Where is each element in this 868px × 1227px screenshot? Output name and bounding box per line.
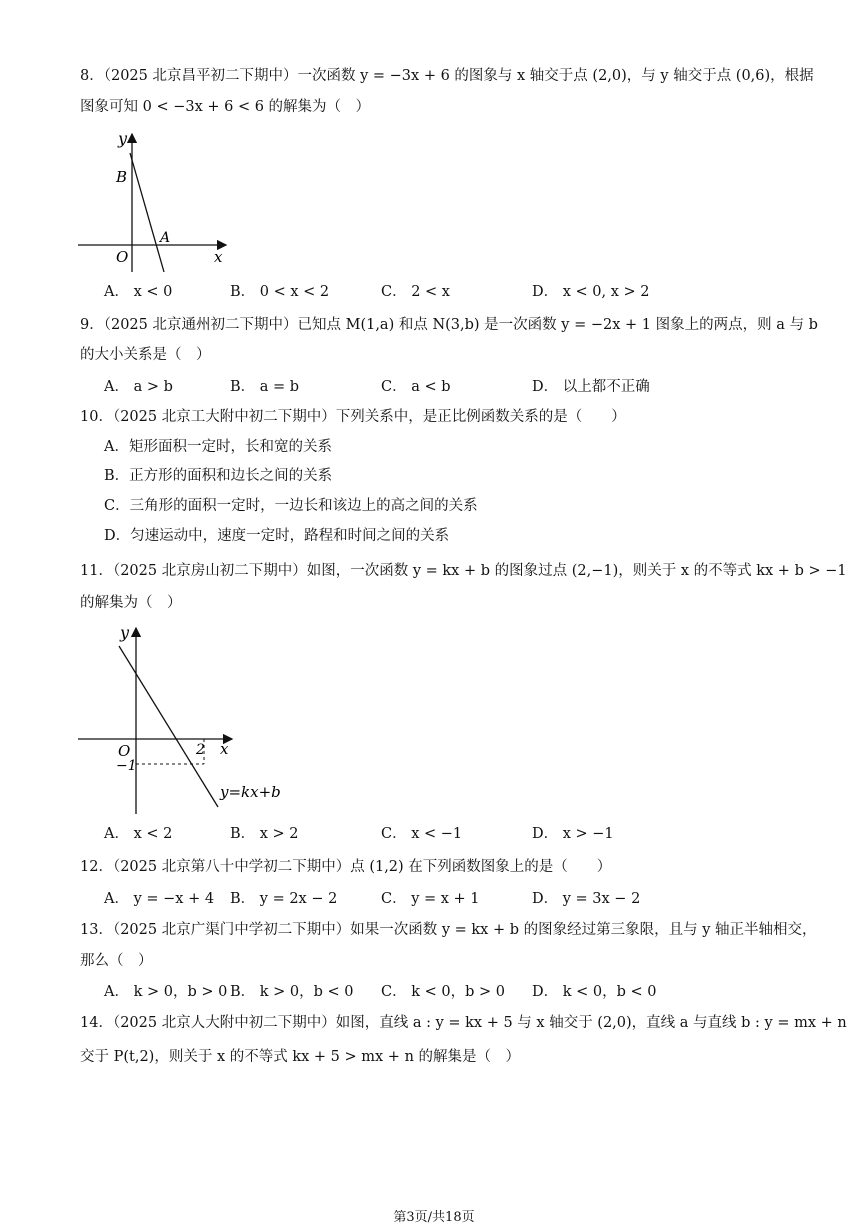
q11-label-minus1: −1	[116, 758, 137, 774]
q12-option-d[interactable]: D． y = 3x − 2	[532, 891, 641, 907]
q13-stem-line2: 那么（ ）	[80, 953, 153, 969]
q11-stem-line1: 11．（2025 北京房山初二下期中）如图，一次函数 y = kx + b 的图象过点 (2,−1)，则关于 x 的不等式 kx + b > −1	[80, 563, 847, 579]
q14-stem-line2: 交于 P(t,2)，则关于 x 的不等式 kx + 5 > mx + n 的解集是（ ）	[80, 1049, 521, 1065]
q10-option-b[interactable]: B．正方形的面积和边长之间的关系	[104, 468, 333, 484]
q13-option-a[interactable]: A． k > 0，b > 0	[104, 984, 228, 1000]
q10-option-c[interactable]: C．三角形的面积一定时，一边长和该边上的高之间的关系	[104, 498, 478, 514]
q11-stem-line2: 的解集为（ ）	[80, 595, 182, 611]
q8-option-d[interactable]: D． x < 0, x > 2	[532, 284, 650, 300]
q12-option-a[interactable]: A． y = −x + 4	[104, 891, 215, 907]
q9-option-b[interactable]: B． a = b	[230, 379, 300, 395]
q9-stem-line1: 9．（2025 北京通州初二下期中）已知点 M(1,a) 和点 N(3,b) 是一次函数 y = −2x + 1 图象上的两点，则 a 与 b	[80, 317, 818, 333]
q8-label-o: O	[116, 248, 129, 266]
q8-label-x: x	[214, 248, 223, 266]
q14-stem-line1: 14．（2025 北京人大附中初二下期中）如图，直线 a : y = kx + 5 与 x 轴交于 (2,0)，直线 a 与直线 b : y = mx + n	[80, 1015, 847, 1031]
q11-line	[119, 646, 218, 807]
q11-graph	[72, 620, 292, 816]
q11-label-o: O	[118, 742, 131, 760]
q11-label-x: x	[220, 740, 229, 758]
q13-stem-line1: 13．（2025 北京广渠门中学初二下期中）如果一次函数 y = kx + b 的图象经过第三象限，且与 y 轴正半轴相交，	[80, 922, 817, 938]
page-footer: 第3页/共18页	[393, 1210, 475, 1225]
q11-option-d[interactable]: D． x > −1	[532, 826, 614, 842]
q10-stem: 10．（2025 北京工大附中初二下期中）下列关系中，是正比例函数关系的是（ ）	[80, 409, 626, 425]
q8-graph	[72, 126, 242, 276]
q12-option-b[interactable]: B． y = 2x − 2	[230, 891, 338, 907]
q11-label-line: y=kx+b	[220, 783, 281, 801]
q9-option-d[interactable]: D． 以上都不正确	[532, 379, 650, 395]
q13-option-d[interactable]: D． k < 0，b < 0	[532, 984, 657, 1000]
q11-option-b[interactable]: B． x > 2	[230, 826, 299, 842]
q11-option-a[interactable]: A． x < 2	[104, 826, 173, 842]
q11-option-c[interactable]: C． x < −1	[381, 826, 463, 842]
q9-option-c[interactable]: C． a < b	[381, 379, 451, 395]
q8-line	[130, 153, 164, 272]
q10-option-d[interactable]: D．匀速运动中，速度一定时，路程和时间之间的关系	[104, 528, 450, 544]
q8-stem-line1: 8．（2025 北京昌平初二下期中）一次函数 y = −3x + 6 的图象与 x 轴交于点 (2,0)，与 y 轴交于点 (0,6)，根据	[80, 68, 814, 84]
q10-option-a[interactable]: A．矩形面积一定时，长和宽的关系	[104, 439, 332, 455]
q12-option-c[interactable]: C． y = x + 1	[381, 891, 480, 907]
q8-option-a[interactable]: A． x < 0	[104, 284, 173, 300]
q13-option-b[interactable]: B． k > 0，b < 0	[230, 984, 354, 1000]
q11-label-2: 2	[196, 742, 205, 758]
q8-label-a: A	[160, 230, 171, 246]
q9-option-a[interactable]: A． a > b	[104, 379, 173, 395]
q8-option-b[interactable]: B． 0 < x < 2	[230, 284, 330, 300]
q12-stem: 12．（2025 北京第八十中学初二下期中）点 (1,2) 在下列函数图象上的是（ ）	[80, 859, 612, 875]
q8-label-y: y	[118, 129, 128, 148]
q13-option-c[interactable]: C． k < 0，b > 0	[381, 984, 505, 1000]
q8-label-b: B	[116, 168, 128, 186]
q9-stem-line2: 的大小关系是（ ）	[80, 347, 211, 363]
q11-label-y: y	[120, 623, 130, 642]
q8-option-c[interactable]: C． 2 < x	[381, 284, 450, 300]
q8-stem-line2: 图象可知 0 < −3x + 6 < 6 的解集为（ ）	[80, 99, 371, 115]
